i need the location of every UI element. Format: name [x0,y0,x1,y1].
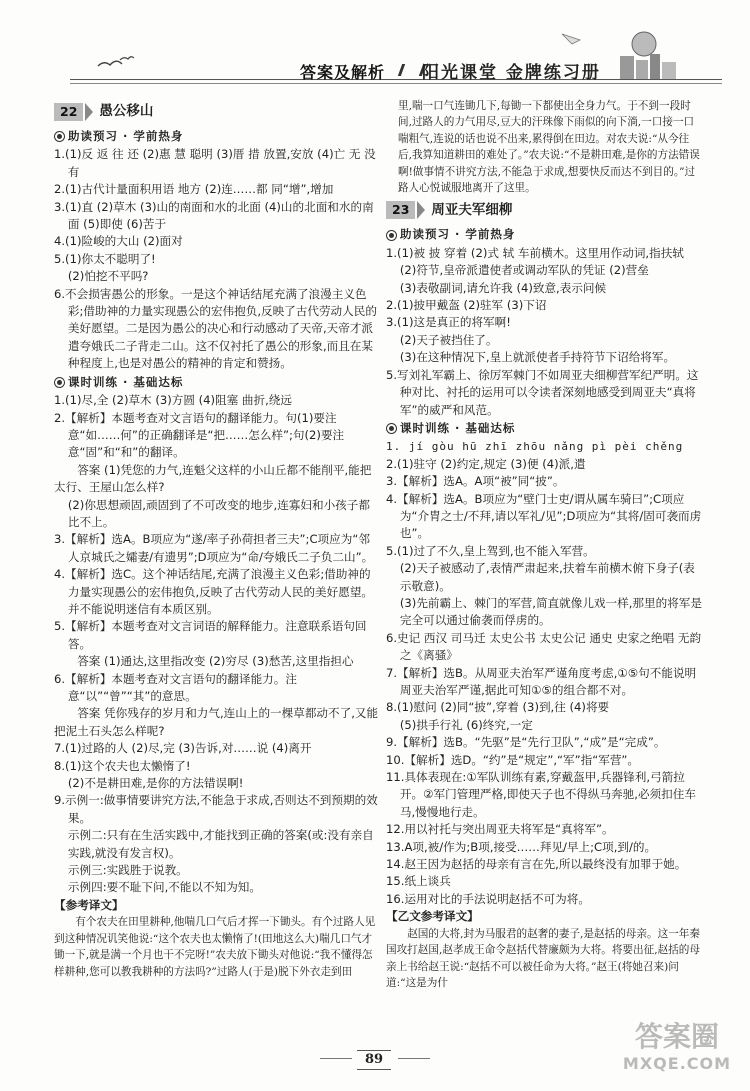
answer-item: 6.史记 西汉 司马迁 太史公书 太史公记 通史 史家之绝唱 无韵之《离骚》 [386,630,702,663]
lesson-22-heading [54,102,380,122]
answer-item: 2.(1)披甲戴盔 (2)驻军 (3)下诏 [386,298,547,313]
subsection-heading: 课时训练 · 基础达标 [54,374,380,391]
answer-item: (3)表敬副词,请允许我 (4)致意,表示问候 [399,280,607,295]
answer-item: 答案 凭你残存的岁月和力气,连山上的一棵草都动不了,又能把泥土石头怎么样呢? [54,706,379,738]
answer-item: 5.(1)你太不聪明了! [54,251,156,266]
header-rule-secondary [70,83,722,84]
answer-item: 13.A项,被/作为;B项,接受……拜见/早上;C项,到/的。 [386,839,657,854]
pinyin-answer: 1. jí gòu hū zhī zhōu nǎng pì pèi chěng [386,440,684,454]
answer-item: 8.(1)这个农夫也太懒惰了! [54,758,191,773]
answer-item: 11.具体表现在:①军队训练有素,穿戴盔甲,兵器锋利,弓箭拉开。②军门管理严格,即使天子也不得纵马奔驰,必须扣住车马,慢慢地行走。 [386,770,696,819]
page-footer [320,1050,430,1072]
answer-item: 1.(1)尽,全 (2)草木 (3)方圆 (4)阻塞 曲折,绕远 [54,393,292,408]
reference-translation: 有个农夫在田里耕种,他喘几口气后才挥一下锄头。有个过路人见到这种情况讥笑他说:“这个农夫也太懒惰了!(田地这么大)喘几口气才锄一下,就是满一个月也干不完呀!”农夫放下锄头对他说:“我不懂得怎样耕种,您可以教我耕种的方法吗?”过路人(于是)脱下外衣走到田 [54,916,376,978]
answer-item: 8.(1)慰问 (2)同“披”,穿着 (3)到,往 (4)将要 [386,700,610,715]
answer-item: 4.(1)险峻的大山 (2)面对 [54,234,183,249]
answer-item: (3)先前霸上、棘门的军营,简直就像儿戏一样,那里的将军是完全可以通过偷袭而俘虏的。 [399,595,702,628]
answer-item: 14.赵王因为赵括的母亲有言在先,所以最终没有加罪于她。 [386,857,687,872]
answer-item: 2.【解析】本题考查对文言语句的翻译能力。句(1)要注意“如……何”的正确翻译是“把……怎么样”;句(2)要注意“固”和“和”的翻译。 [54,410,345,460]
answer-item: (5)拱手行礼 (6)终究,一定 [399,717,533,732]
answer-item: 3.(1)这是真正的将军啊! [386,315,511,330]
answer-item: 16.运用对比的手法说明赵括不可为将。 [386,891,590,906]
answer-item: 10.【解析】选D。“约”是“规定”,“军”指“军营”。 [386,752,640,767]
lesson-number: 22 [54,103,83,121]
page-header [0,0,750,92]
answer-item: 7.(1)过路的人 (2)尽,完 (3)告诉,对……说 (4)离开 [54,741,312,756]
answer-item: 示例二:只有在生活实践中,才能找到正确的答案(或:没有亲自实践,就没有发言权)。 [67,828,374,860]
answer-item: 4.【解析】选A。B项应为“壁门士吏/谓从属车骑曰”;C项应为“介胄之士/不拜,请以军礼/见”;D项应为“其将/固可袭而虏也”。 [386,491,702,541]
answer-item: (2)怕挖不平吗? [67,269,149,284]
brand-title: 阳光课堂 金牌练习册 [422,63,601,83]
lesson-title: 愚公移山 [99,103,154,120]
footer-ornament-icon [320,1058,352,1059]
footer-ornament-icon [398,1058,430,1059]
answer-item: 2.(1)驻守 (2)约定,规定 (3)便 (4)派,遣 [386,456,586,471]
answer-item: (2)天子被感动了,表情严肃起来,扶着车前横木俯下身子(表示敬意)。 [399,561,695,593]
answer-item: (2)符节,皇帝派遣使者或调动军队的凭证 (2)营垒 [399,263,649,278]
answer-item: 4.【解析】选C。这个神话结尾,充满了浪漫主义色彩;借助神的力量实现愚公的宏伟抱负,反映了古代劳动人民的美好愿望。并不能说明迷信有本质区别。 [54,567,374,616]
answer-item: 7.【解析】选B。从周亚夫治军严谨角度考虑,①⑤句不能说明周亚夫治军严谨,据此可知①⑤的组合都不对。 [386,665,697,697]
reference-translation-heading: 【乙文参考译文】 [386,909,479,924]
translation-continued: 里,喘一口气连锄几下,每锄一下都使出全身力气。于不到一段时间,过路人的力气用尽,豆大的汗珠像下雨似的向下淌,一口接一口喘粗气,连说的话也说不出来,累得倒在田边。对农夫说:“从今往后,我算知道耕田的难处了。”农夫说:“不是耕田难,是你的方法错误啊!做事情不讲究方法,不能急于求成,想要快反而达不到目的。”过路人心悦诚服地离开了这里。 [398,100,700,195]
flower-bullet-icon [386,423,397,434]
answer-item: 9.示例一:做事情要讲究方法,不能急于求成,否则达不到预期的效果。 [54,793,378,825]
reference-translation-heading: 【参考译文】 [54,897,124,912]
answer-item: (2)你思想顽固,顽固到了不可改变的地步,连寡妇和小孩子都比不上。 [67,497,370,529]
answer-item: (3)在这种情况下,皇上就派使者手持符节下诏给将军。 [399,350,676,365]
lesson-title: 周亚夫军细柳 [431,201,513,218]
answer-item: (2)天子被挡住了。 [399,332,498,347]
answer-item: 6.不会损害愚公的形象。一是这个神话结尾充满了浪漫主义色彩;借助神的力量实现愚公的宏伟抱负,反映了古代劳动人民的美好愿望。二是因为愚公的决心和行动感动了天帝,天帝才派遣夸娥氏二子背走二山。这不仅衬托了愚公的形象,而且在某种程度上,也是对愚公的精神的肯定和赞扬。 [54,286,377,371]
answer-item: 答案 (1)凭您的力气,连魁父这样的小山丘都不能削平,能把太行、王屋山怎么样? [54,462,372,495]
answer-item: 6.【解析】本题考查对文言语句的翻译能力。注意“以”“曾”“其”的意思。 [54,671,297,703]
answer-item: 3.【解析】选A。B项应为“遂/率子孙荷担者三夫”;C项应为“邻人京城氏之孀妻/有遗男”;D项应为“命/夸娥氏二子负二山”。 [54,532,374,564]
answer-item: 12.用以衬托与突出周亚夫将军是“真将军”。 [386,822,614,837]
answer-item: 答案 (1)通达,这里指改变 (2)穷尽 (3)愁苦,这里指担心 [77,654,354,669]
arrow-icon [417,201,425,219]
answer-item: 5.(1)过了不久,皇上驾到,也不能入军营。 [386,543,595,558]
answer-item: 3.(1)直 (2)草木 (3)山的南面和水的北面 (4)山的北面和水的南面 (5)即使 (6)苦于 [54,199,374,232]
arrow-icon [85,103,93,121]
flower-bullet-icon [54,377,65,388]
left-column [54,98,380,980]
lesson-23-heading [386,200,702,220]
subsection-heading: 课时训练 · 基础达标 [386,420,702,437]
watermark-logo: 答案圈 MXQE.COM [622,1020,732,1073]
birds-icon [96,52,136,72]
header-rule [70,79,722,80]
subsection-heading: 助读预习 · 学前热身 [54,128,380,145]
section-label: 答案及解析 [300,63,386,82]
page-number: 89 [357,1050,391,1070]
answer-item: 1.(1)被 披 穿着 (2)式 轼 车前横木。这里用作动词,指扶轼 [386,245,684,260]
right-column [386,98,702,991]
flower-bullet-icon [54,131,65,142]
answer-item: 3.【解析】选A。A项“被”同“披”。 [386,474,565,489]
answer-item: 2.(1)古代计量面积用语 地方 (2)连……都 同“增”,增加 [54,182,334,197]
answer-item: 示例三:实践胜于说教。 [67,863,188,878]
answer-item: 5.写刘礼军霸上、徐厉军棘门不如周亚夫细柳营军纪严明。这种对比、衬托的运用可以令读者深刻地感受到周亚夫“真将军”的威严和风范。 [386,367,699,417]
answer-item: 9.【解析】选B。“先驱”是“先行卫队”,“成”是“完成”。 [386,735,666,750]
answer-item: (2)不是耕田难,是你的方法错误啊! [67,776,244,791]
answer-item: 1.(1)反 返 往 还 (2)惠 慧 聪明 (3)厝 措 放置,安放 (4)亡 无 没有 [54,147,376,179]
answer-item: 5.【解析】本题考查对文言词语的解释能力。注意联系语句回答。 [54,619,367,651]
answer-item: 15.纸上谈兵 [386,874,451,889]
subsection-heading: 助读预习 · 学前热身 [386,226,702,243]
answer-item: 示例四:要不耻下问,不能以不知为知。 [67,880,261,895]
flower-bullet-icon [386,230,397,241]
reference-translation: 赵国的大将,封为马服君的赵奢的妻子,是赵括的母亲。这一年秦国攻打赵国,赵孝成王命令赵括代替廉颇为大将。将要出征,赵括的母亲上书给赵王说:“赵括不可以被任命为大将。”赵王(将她召来)问道:“这是为什 [386,927,700,989]
lesson-number: 23 [386,201,415,219]
